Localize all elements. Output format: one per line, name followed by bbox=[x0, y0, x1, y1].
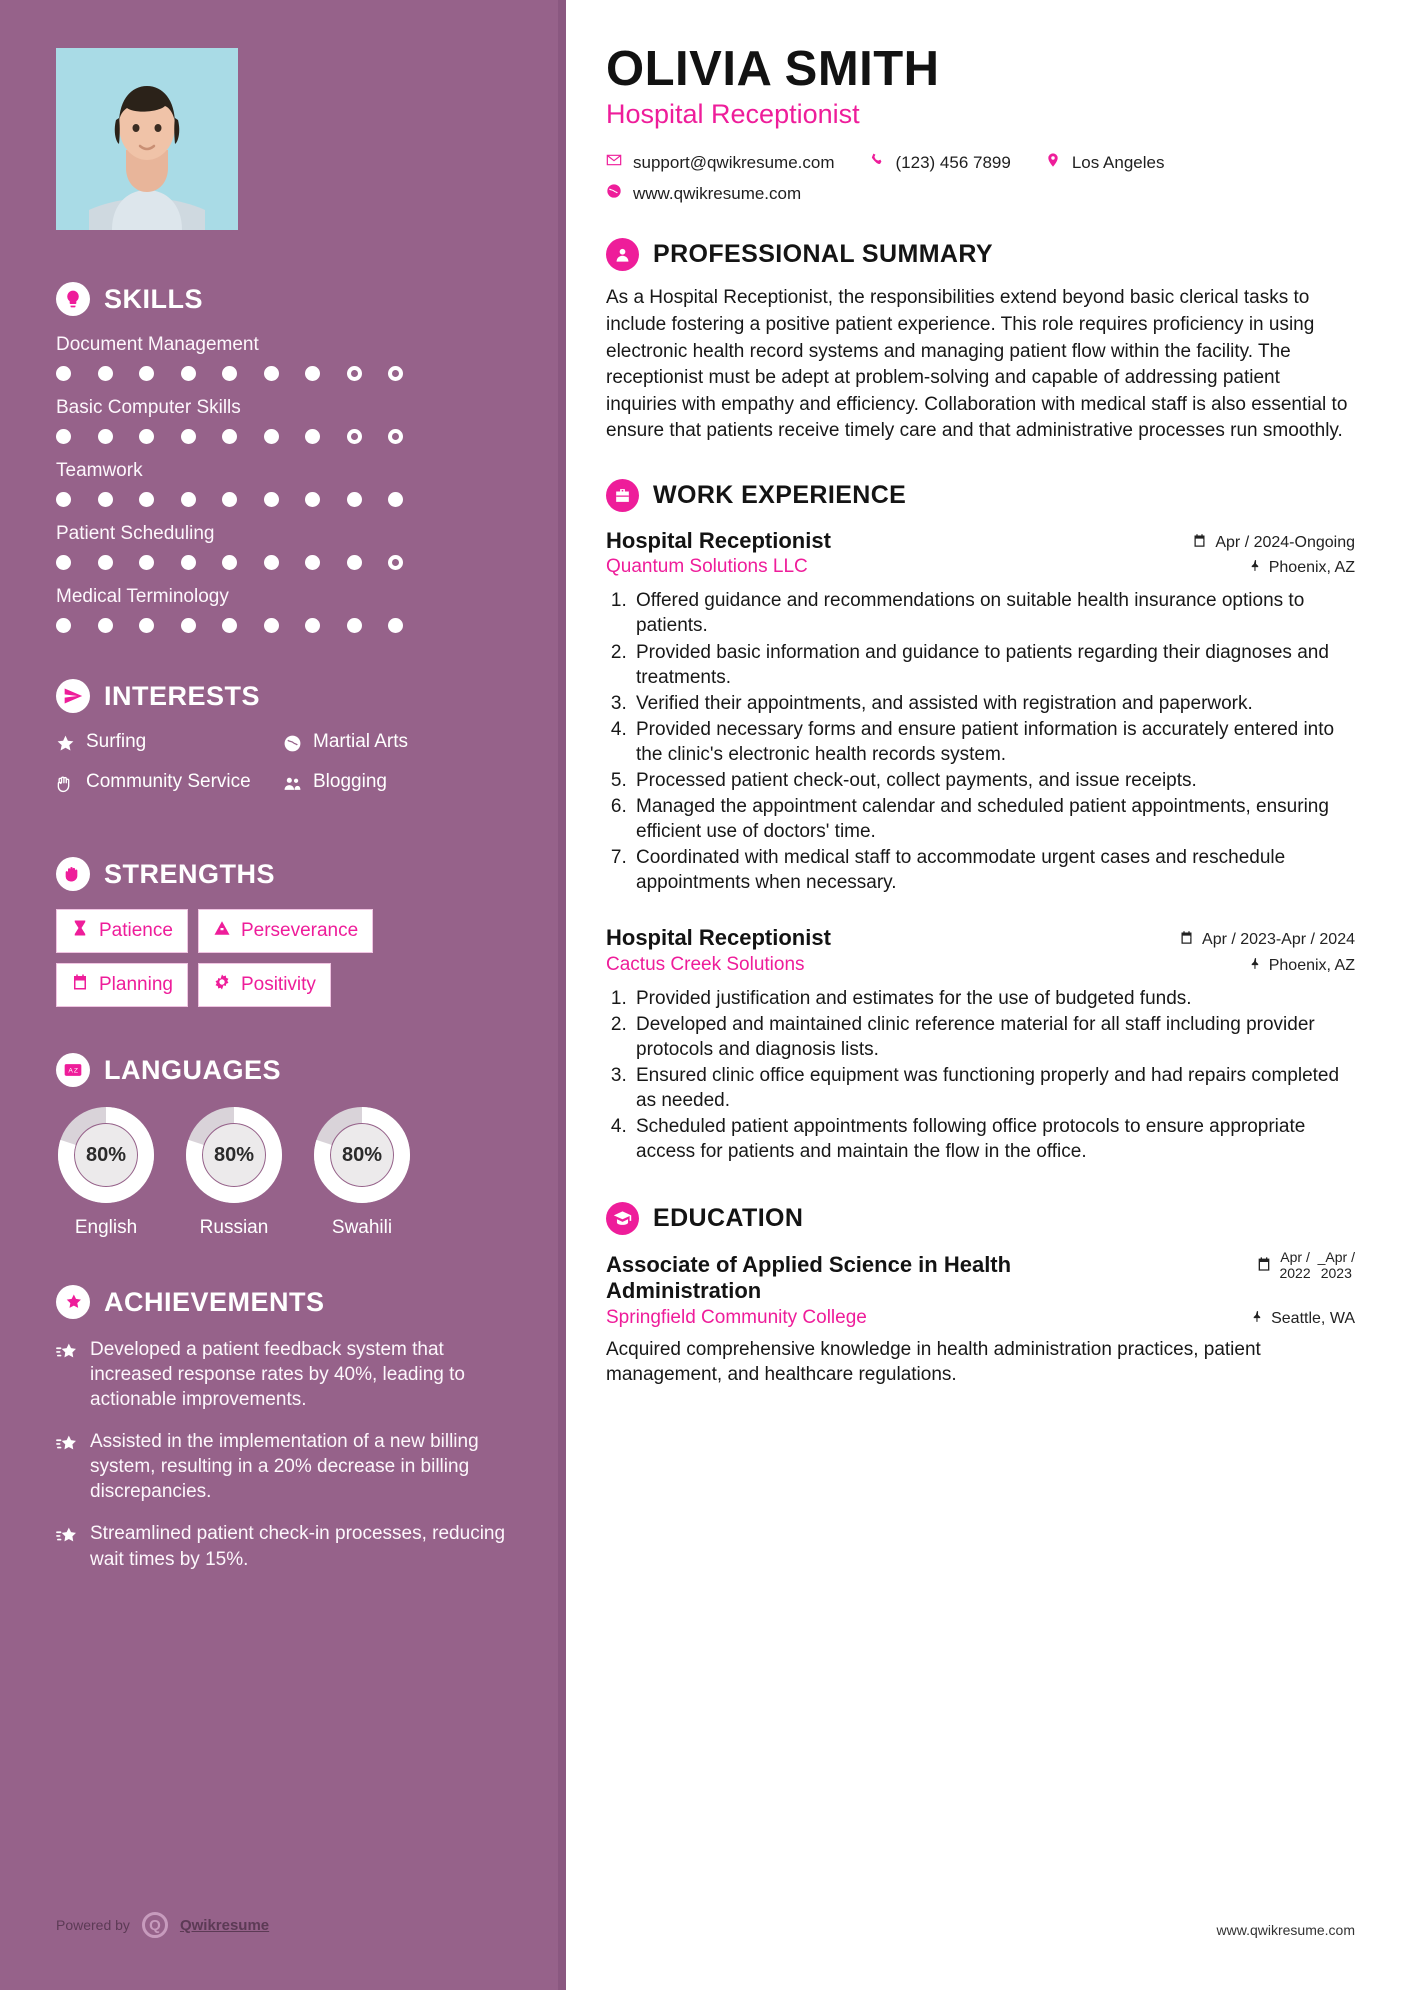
skill-rating bbox=[56, 618, 403, 633]
svg-text:Z: Z bbox=[73, 1067, 78, 1075]
fist-icon bbox=[56, 857, 90, 891]
bullet-item: 2. Developed and maintained clinic reference material for all staff including provider protocols and diagnosis lists. bbox=[632, 1012, 1355, 1062]
achievement-item bbox=[56, 1337, 510, 1412]
skill-label: Patient Scheduling bbox=[56, 523, 215, 544]
interests-list bbox=[56, 731, 510, 811]
language-percent: 80% bbox=[341, 1143, 383, 1166]
language-percent: 80% bbox=[213, 1143, 255, 1166]
bullet-item: 1. Provided justification and estimates for the use of budgeted funds. bbox=[632, 986, 1355, 1011]
paper-plane-icon bbox=[56, 679, 90, 713]
interests-heading bbox=[56, 679, 510, 713]
language-label: Russian bbox=[199, 1217, 269, 1238]
education-end-date bbox=[1318, 1249, 1355, 1281]
globe-icon bbox=[283, 731, 302, 759]
education-dates bbox=[1256, 1249, 1355, 1281]
school-name: Springfield Community College bbox=[606, 1306, 867, 1328]
languages-section bbox=[56, 1053, 510, 1239]
education-start-month: Apr / bbox=[1280, 1249, 1310, 1266]
svg-text:A: A bbox=[68, 1067, 73, 1075]
star-icon bbox=[56, 731, 75, 759]
bullet-item: 3. Ensured clinic office equipment was functioning properly and had repairs completed as needed. bbox=[632, 1063, 1355, 1113]
graduation-icon bbox=[606, 1202, 639, 1235]
language-item bbox=[312, 1105, 412, 1239]
achievement-text: Streamlined patient check-in processes, reducing wait times by 15%. bbox=[90, 1523, 506, 1570]
powered-by bbox=[56, 1912, 269, 1938]
skill-label: Teamwork bbox=[56, 460, 143, 481]
job-entry bbox=[606, 925, 1355, 1164]
languages-list bbox=[56, 1105, 510, 1239]
education-location bbox=[1251, 1310, 1355, 1328]
achievement-item bbox=[56, 1521, 510, 1571]
bullet-item: 7. Coordinated with medical staff to accommodate urgent cases and reschedule appointments when necessary. bbox=[632, 845, 1355, 895]
strengths-title: STRENGTHS bbox=[104, 858, 276, 889]
avatar bbox=[56, 48, 238, 230]
strength-label: Planning bbox=[99, 974, 173, 995]
bullet-item: 3. Verified their appointments, and assisted with registration and paperwork. bbox=[632, 691, 1355, 716]
skill-label: Medical Terminology bbox=[56, 586, 229, 607]
translate-icon bbox=[56, 1053, 90, 1087]
powered-by-label: Powered by bbox=[56, 1917, 130, 1933]
mountain-icon bbox=[213, 919, 231, 943]
job-company: Quantum Solutions LLC bbox=[606, 556, 808, 578]
job-dates-text: Apr / 2024-Ongoing bbox=[1215, 534, 1355, 551]
footer-website: www.qwikresume.com bbox=[1216, 1922, 1355, 1938]
education-section bbox=[606, 1202, 1355, 1388]
star-icon bbox=[56, 1429, 78, 1504]
email-text: support@qwikresume.com bbox=[633, 152, 835, 172]
skills-list bbox=[56, 334, 510, 633]
education-end-year: 2023 bbox=[1320, 1265, 1352, 1282]
language-donut bbox=[184, 1105, 284, 1205]
contact-row bbox=[606, 152, 1355, 173]
qwikresume-link[interactable]: Qwikresume bbox=[179, 1916, 270, 1934]
skills-heading bbox=[56, 282, 510, 316]
job-company: Cactus Creek Solutions bbox=[606, 953, 805, 975]
degree-title: Associate of Applied Science in Health Administration bbox=[606, 1251, 1012, 1304]
language-item bbox=[56, 1105, 156, 1239]
summary-heading bbox=[606, 238, 1355, 271]
skill-rating bbox=[56, 366, 403, 381]
qwikresume-logo-icon: Q bbox=[142, 1912, 168, 1938]
education-description: Acquired comprehensive knowledge in health administration practices, patient management, and healthcare regulations. bbox=[606, 1338, 1261, 1386]
languages-title: LANGUAGES bbox=[104, 1054, 282, 1085]
job-dates-text: Apr / 2023-Apr / 2024 bbox=[1202, 931, 1355, 949]
job-location bbox=[1249, 957, 1355, 975]
work-section bbox=[606, 479, 1355, 1164]
strength-chip bbox=[198, 909, 373, 953]
globe-icon bbox=[606, 183, 622, 204]
skill-label: Document Management bbox=[56, 334, 259, 355]
bullet-item: 4. Provided necessary forms and ensure patient information is accurately entered into the clinic's electronic health records system. bbox=[632, 717, 1355, 767]
envelope-icon bbox=[606, 152, 622, 173]
main-content bbox=[566, 0, 1407, 1990]
education-entry bbox=[606, 1249, 1355, 1388]
contact-row bbox=[606, 183, 1355, 204]
map-pin-icon bbox=[1045, 152, 1061, 173]
strength-label: Positivity bbox=[240, 974, 316, 995]
contact-block bbox=[606, 152, 1355, 204]
star-badge-icon bbox=[56, 1285, 90, 1319]
job-bullets bbox=[632, 986, 1355, 1165]
interest-item bbox=[56, 731, 283, 759]
briefcase-icon bbox=[606, 479, 639, 512]
work-title: WORK EXPERIENCE bbox=[653, 481, 907, 509]
interest-label: Martial Arts bbox=[313, 731, 409, 752]
summary-title: PROFESSIONAL SUMMARY bbox=[653, 240, 993, 269]
job-role-subtitle: Hospital Receptionist bbox=[606, 99, 860, 130]
calendar-icon bbox=[71, 973, 89, 997]
summary-section bbox=[606, 238, 1355, 445]
job-title: Hospital Receptionist bbox=[606, 528, 831, 553]
education-end-month: _Apr / bbox=[1317, 1249, 1355, 1266]
page-title: OLIVIA SMITH bbox=[606, 42, 940, 96]
job-location-text: Phoenix, AZ bbox=[1268, 559, 1355, 577]
achievement-text: Developed a patient feedback system that increased response rates by 40%, leading to actionable improvements. bbox=[90, 1339, 465, 1411]
language-label: Swahili bbox=[331, 1217, 393, 1238]
strength-label: Patience bbox=[99, 920, 173, 941]
location-item bbox=[1045, 152, 1165, 173]
interests-title: INTERESTS bbox=[104, 680, 261, 711]
education-header bbox=[606, 1249, 1355, 1304]
work-heading bbox=[606, 479, 1355, 512]
strength-label: Perseverance bbox=[240, 920, 359, 941]
job-location-text: Phoenix, AZ bbox=[1268, 956, 1355, 974]
skill-rating bbox=[56, 555, 403, 570]
calendar-icon bbox=[1192, 533, 1207, 553]
language-donut bbox=[312, 1105, 412, 1205]
strengths-heading bbox=[56, 857, 510, 891]
achievement-item bbox=[56, 1429, 510, 1504]
hand-icon bbox=[56, 771, 75, 799]
email-item[interactable] bbox=[606, 152, 835, 173]
job-header bbox=[606, 925, 1355, 951]
interest-label: Blogging bbox=[313, 771, 387, 792]
skill-rating bbox=[56, 492, 403, 507]
bullet-item: 2. Provided basic information and guidance to patients regarding their diagnoses and treatments. bbox=[632, 640, 1355, 690]
phone-text: (123) 456 7899 bbox=[895, 152, 1011, 172]
strengths-list bbox=[56, 909, 510, 1007]
lightbulb-icon bbox=[56, 282, 90, 316]
interest-label: Surfing bbox=[86, 731, 147, 752]
phone-item[interactable] bbox=[869, 152, 1011, 173]
strengths-section bbox=[56, 857, 510, 1007]
job-entry bbox=[606, 528, 1355, 895]
bullet-item: 5. Processed patient check-out, collect payments, and issue receipts. bbox=[632, 768, 1355, 793]
achievements-heading bbox=[56, 1285, 510, 1319]
interest-label: Community Service bbox=[86, 771, 251, 792]
strength-chip bbox=[56, 963, 188, 1007]
skill-rating bbox=[56, 429, 403, 444]
website-item[interactable] bbox=[606, 183, 801, 204]
job-subheader bbox=[606, 556, 1355, 578]
skill-label: Basic Computer Skills bbox=[56, 397, 241, 418]
achievements-section bbox=[56, 1285, 510, 1572]
education-title: EDUCATION bbox=[653, 1204, 804, 1233]
skills-section bbox=[56, 282, 510, 633]
education-start-date bbox=[1279, 1249, 1310, 1281]
education-location-text: Seattle, WA bbox=[1271, 1309, 1355, 1327]
education-start-year: 2022 bbox=[1279, 1265, 1311, 1282]
languages-heading bbox=[56, 1053, 510, 1087]
location-text: Los Angeles bbox=[1071, 152, 1165, 172]
language-label: English bbox=[74, 1217, 138, 1238]
job-location bbox=[1249, 559, 1355, 577]
education-heading bbox=[606, 1202, 1355, 1235]
language-donut bbox=[56, 1105, 156, 1205]
pin-icon bbox=[1249, 957, 1262, 975]
phone-icon bbox=[869, 152, 885, 173]
job-dates bbox=[1192, 533, 1355, 553]
gear-icon bbox=[213, 973, 231, 997]
summary-text: As a Hospital Receptionist, the responsibilities extend beyond basic clerical tasks to include fostering a positive patient experience. This role requires proficiency in using electronic health record systems and managing patient flow within the facility. The receptionist must be adept at problem-solving and capable of addressing patient inquiries with empathy and efficiency. Collaboration with medical staff is also essential to ensure that patients receive timely care and that administrative processes run smoothly. bbox=[606, 287, 1348, 442]
interest-item bbox=[283, 731, 510, 759]
job-header bbox=[606, 528, 1355, 554]
bullet-item: 4. Scheduled patient appointments following office protocols to ensure appropriate access for patients and maintain the flow in the office. bbox=[632, 1114, 1355, 1164]
job-title: Hospital Receptionist bbox=[606, 925, 831, 951]
achievements-title: ACHIEVEMENTS bbox=[104, 1286, 325, 1317]
bullet-item: 6. Managed the appointment calendar and scheduled patient appointments, ensuring efficient use of doctors' time. bbox=[632, 794, 1355, 844]
sidebar bbox=[0, 0, 566, 1990]
pin-icon bbox=[1251, 1310, 1264, 1328]
user-circle-icon bbox=[606, 238, 639, 271]
interest-item bbox=[56, 771, 283, 799]
interest-item bbox=[283, 771, 510, 799]
calendar-icon bbox=[1179, 930, 1194, 950]
users-icon bbox=[283, 771, 302, 799]
strength-chip bbox=[56, 909, 188, 953]
job-dates bbox=[1179, 930, 1355, 950]
website-text: www.qwikresume.com bbox=[633, 183, 802, 203]
pin-icon bbox=[1249, 559, 1262, 577]
calendar-icon bbox=[1256, 1256, 1272, 1275]
strength-chip bbox=[198, 963, 331, 1007]
hourglass-icon bbox=[71, 919, 89, 943]
job-bullets bbox=[632, 588, 1355, 895]
language-item bbox=[184, 1105, 284, 1239]
achievement-text: Assisted in the implementation of a new billing system, resulting in a 20% decrease in billing discrepancies. bbox=[90, 1431, 479, 1503]
star-icon bbox=[56, 1337, 78, 1412]
interests-section bbox=[56, 679, 510, 811]
bullet-item: 1. Offered guidance and recommendations on suitable health insurance options to patients. bbox=[632, 588, 1355, 638]
job-subheader bbox=[606, 954, 1355, 976]
language-percent: 80% bbox=[85, 1143, 127, 1166]
achievements-list bbox=[56, 1337, 510, 1572]
skills-title: SKILLS bbox=[104, 283, 204, 314]
star-icon bbox=[56, 1521, 78, 1571]
education-subheader bbox=[606, 1307, 1355, 1329]
